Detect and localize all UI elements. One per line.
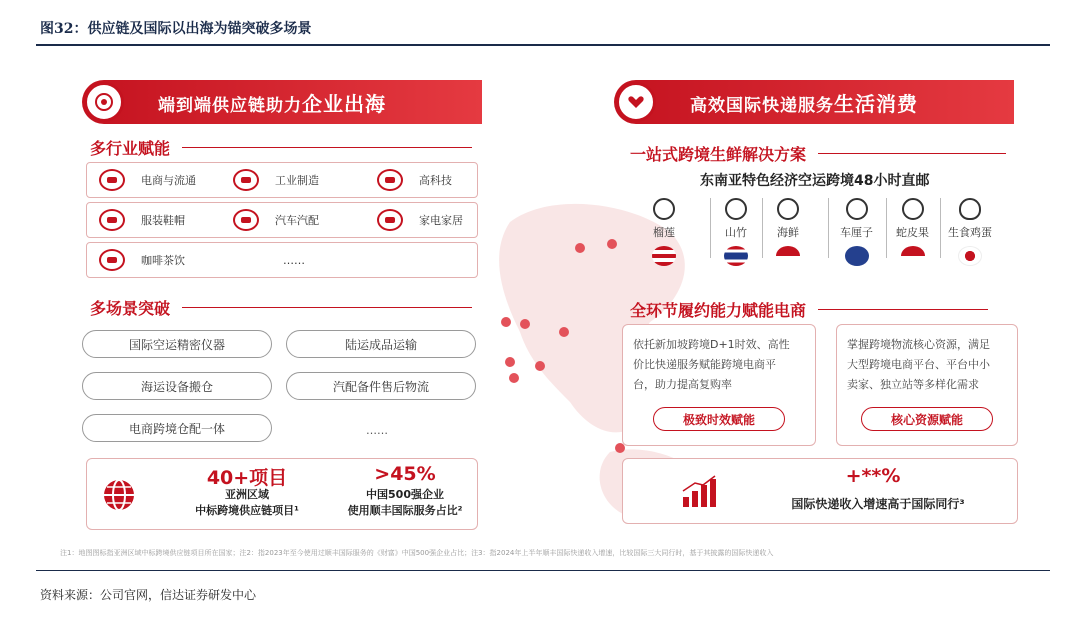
japan-flag-icon: [958, 246, 982, 266]
salak-icon: [902, 198, 924, 220]
globe-icon: [101, 477, 137, 513]
resource-card: [836, 324, 1018, 446]
right-banner: [614, 80, 1014, 124]
clothing-icon: [99, 209, 125, 231]
scenario-title-rule: [182, 307, 472, 308]
produce-durian: 榴莲: [652, 198, 676, 266]
scenario-pill: 海运设备搬仓: [82, 372, 272, 400]
scenario-pill: 电商跨境仓配一体: [82, 414, 272, 442]
left-banner-title: 端到端供应链助力企业出海: [158, 91, 386, 116]
cherry-icon: [846, 198, 868, 220]
hand-heart-icon: [616, 82, 656, 122]
fresh-title-rule: [818, 153, 1006, 154]
produce-separator: [940, 198, 941, 258]
produce-separator: [710, 198, 711, 258]
right-banner-title: 高效国际快递服务生活消费: [690, 91, 918, 116]
industry-item: 家电家居: [377, 209, 463, 231]
title-divider: [36, 44, 1050, 46]
figure-title: 图32：供应链及国际以出海为锚突破多场景: [40, 21, 312, 37]
industry-item: 咖啡茶饮: [99, 249, 185, 271]
industry-item: 汽车汽配: [233, 209, 319, 231]
fresh-section-title: 一站式跨境生鲜解决方案: [630, 142, 1006, 165]
industry-row-3: [86, 242, 478, 278]
speed-card: [622, 324, 816, 446]
industry-item: 工业制造: [233, 169, 319, 191]
fulfil-title-rule: [818, 309, 988, 310]
seafood-icon: [777, 198, 799, 220]
resource-card-tag: 核心资源赋能: [861, 407, 993, 431]
shopping-icon: [99, 169, 125, 191]
industry-item: 服装鞋帽: [99, 209, 185, 231]
scenario-more: ……: [366, 424, 388, 437]
industry-row-2: [86, 202, 478, 238]
scenario-pill: 汽配备件售后物流: [286, 372, 476, 400]
industry-item: 电商与流通: [99, 169, 196, 191]
indonesia-flag-icon: [776, 246, 800, 266]
growth-box: [622, 458, 1018, 524]
industry-item: 高科技: [377, 169, 452, 191]
thailand-flag-icon: [724, 246, 748, 266]
fresh-subtitle: 东南亚特色经济空运跨境48小时直邮: [700, 173, 930, 189]
scenario-pill: 国际空运精密仪器: [82, 330, 272, 358]
car-icon: [233, 209, 259, 231]
target-icon: [84, 82, 124, 122]
growth-label: 国际快递收入增速高于国际同行³: [791, 497, 965, 511]
growth-value: +**%: [845, 465, 901, 487]
produce-separator: [828, 198, 829, 258]
stat-projects-value: 40+项目: [206, 467, 288, 489]
stats-box: [86, 458, 478, 530]
egg-icon: [959, 198, 981, 220]
mangosteen-icon: [725, 198, 747, 220]
produce-cherry: 车厘子: [840, 198, 873, 266]
footnote: 注1：地图图标指亚洲区域中标跨境供应链项目所在国家；注2：指2023年至今使用过顺丰国际服务的《财富》中国500强企业占比；注3：指2024年上半年顺丰国际快递收入增速，比较国际三大同行时，基于其披露的国际快递收入: [60, 549, 774, 557]
infographic: [60, 62, 1040, 562]
australia-flag-icon: [845, 246, 869, 266]
scenario-section-title: 多场景突破: [90, 296, 472, 319]
produce-separator: [886, 198, 887, 258]
industry-section-title: 多行业赋能: [90, 136, 472, 159]
industry-more: ……: [283, 253, 305, 267]
speed-card-tag: 极致时效赋能: [653, 407, 785, 431]
stat-projects-label: 亚洲区域 中标跨境供应链项目¹: [195, 488, 299, 517]
produce-salak: 蛇皮果: [896, 198, 929, 266]
industry-title-rule: [182, 147, 472, 148]
left-banner: [82, 80, 482, 124]
produce-mangosteen: 山竹: [724, 198, 748, 266]
fulfil-section-title: 全环节履约能力赋能电商: [630, 298, 988, 321]
stat-share-label: 中国500强企业 使用顺丰国际服务占比²: [347, 488, 463, 517]
factory-icon: [233, 169, 259, 191]
produce-seafood: 海鲜: [776, 198, 800, 266]
source-divider: [36, 570, 1050, 571]
industry-row-1: [86, 162, 478, 198]
speed-card-text: 依托新加坡跨境D+1时效、高性 价比快递服务赋能跨境电商平 台，助力提高复购率: [633, 338, 790, 391]
scenario-pill: 陆运成品运输: [286, 330, 476, 358]
resource-card-text: 掌握跨境物流核心资源，满足 大型跨境电商平台、平台中小 卖家、独立站等多样化需求: [847, 338, 990, 391]
durian-icon: [653, 198, 675, 220]
produce-egg: 生食鸡蛋: [948, 198, 992, 266]
chip-icon: [377, 169, 403, 191]
indonesia-flag-icon: [901, 246, 925, 266]
coffee-icon: [99, 249, 125, 271]
bar-chart-icon: [681, 475, 717, 509]
malaysia-flag-icon: [652, 246, 676, 266]
appliance-icon: [377, 209, 403, 231]
source-note: 资料来源：公司官网，信达证券研发中心: [40, 588, 257, 602]
stat-share-value: >45%: [374, 463, 436, 485]
produce-separator: [762, 198, 763, 258]
